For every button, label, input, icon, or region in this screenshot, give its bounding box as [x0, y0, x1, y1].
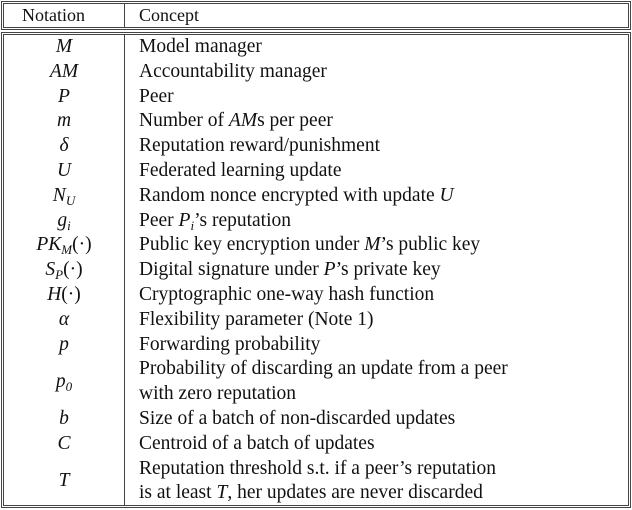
- table-row: [4, 184, 628, 209]
- notation-symbol: p: [59, 333, 69, 355]
- math-symbol: M: [364, 234, 381, 256]
- table-row: [4, 35, 628, 60]
- math-subscript: i: [190, 217, 195, 233]
- concept-line: [139, 283, 624, 308]
- notation-cell: [4, 209, 124, 234]
- concept-line: [139, 60, 624, 85]
- notation-symbol: P: [58, 85, 70, 107]
- concept-cell: [139, 60, 624, 85]
- concept-text: is at least: [139, 482, 217, 504]
- table-row: [4, 357, 628, 407]
- table-row: [4, 457, 628, 507]
- concept-cell: [139, 35, 624, 60]
- notation-symbol: δ: [59, 135, 69, 157]
- header-concept: Concept: [139, 5, 199, 25]
- concept-text: Flexibility parameter (Note 1): [139, 308, 374, 330]
- notation-cell: [4, 432, 124, 457]
- table-body: [1, 32, 631, 508]
- notation-subscript: P: [55, 267, 64, 283]
- notation-symbol: H: [47, 284, 62, 305]
- notation-cell: [4, 407, 124, 432]
- table-row: [4, 432, 628, 457]
- table-row: [4, 60, 628, 85]
- concept-text: Model manager: [139, 36, 262, 57]
- concept-cell: [139, 283, 624, 308]
- table-row: [4, 209, 628, 234]
- notation-symbol: AM: [49, 60, 79, 82]
- concept-line: [139, 109, 624, 134]
- concept-text: Digital signature under: [139, 259, 324, 281]
- concept-text: Public key encryption under: [139, 234, 365, 256]
- concept-line: [139, 481, 624, 506]
- concept-cell: [139, 258, 624, 283]
- notation-suffix: (·): [61, 284, 81, 305]
- notation-cell: [4, 85, 124, 110]
- table-row: [4, 407, 628, 432]
- concept-line: [139, 382, 624, 407]
- notation-cell: [4, 35, 124, 60]
- concept-cell: [139, 109, 624, 134]
- concept-line: [139, 432, 624, 457]
- notation-subscript: 0: [65, 378, 73, 394]
- math-symbol: U: [439, 184, 454, 206]
- concept-cell: [139, 457, 624, 507]
- notation-symbol: PK: [36, 234, 62, 256]
- notation-symbol: T: [58, 469, 70, 491]
- concept-cell: [139, 134, 624, 159]
- concept-line: [139, 308, 624, 333]
- math-symbol: P: [323, 259, 336, 281]
- notation-cell: [4, 159, 124, 184]
- concept-text: s per peer: [257, 110, 333, 132]
- notation-cell: [4, 469, 124, 494]
- table-row: [4, 85, 628, 110]
- concept-line: [139, 209, 624, 234]
- concept-cell: [139, 432, 624, 457]
- notation-subscript: i: [67, 217, 71, 233]
- notation-cell: [4, 184, 124, 209]
- concept-text: , her updates are never discarded: [227, 482, 483, 504]
- header-notation: Notation: [22, 5, 85, 25]
- notation-symbol: b: [59, 408, 69, 429]
- notation-symbol: m: [56, 110, 72, 132]
- notation-symbol: C: [57, 432, 71, 454]
- concept-text: Accountability manager: [139, 60, 327, 82]
- notation-symbol: S: [45, 259, 56, 281]
- table-row: [4, 134, 628, 159]
- notation-symbol: M: [55, 36, 73, 57]
- concept-text: Reputation reward/punishment: [139, 135, 380, 157]
- table-header: [1, 1, 631, 30]
- concept-text: ’s reputation: [194, 209, 292, 231]
- concept-cell: [139, 333, 624, 358]
- notation-symbol: U: [56, 160, 72, 181]
- concept-text: Centroid of a batch of updates: [139, 432, 375, 454]
- notation-symbol: α: [58, 308, 70, 330]
- notation-subscript: U: [65, 192, 76, 208]
- concept-cell: [139, 159, 624, 184]
- notation-cell: [4, 308, 124, 333]
- math-symbol: P: [178, 209, 191, 231]
- table-row: [4, 308, 628, 333]
- concept-line: [139, 184, 624, 209]
- concept-cell: [139, 184, 624, 209]
- notation-cell: [4, 60, 124, 85]
- math-symbol: AM: [228, 110, 258, 132]
- notation-cell: [4, 134, 124, 159]
- notation-cell: [4, 283, 124, 308]
- concept-cell: [139, 407, 624, 432]
- concept-line: [139, 134, 624, 159]
- notation-suffix: (·): [72, 234, 92, 256]
- notation-subscript: M: [61, 242, 73, 258]
- column-divider: [124, 4, 125, 27]
- concept-text: ’s private key: [335, 259, 441, 281]
- notation-symbol: p: [55, 370, 66, 392]
- notation-cell: [4, 109, 124, 134]
- notation-cell: [4, 370, 124, 395]
- table-row: [4, 159, 628, 184]
- concept-cell: [139, 209, 624, 234]
- notation-cell: [4, 258, 124, 283]
- concept-line: [139, 258, 624, 283]
- concept-line: [139, 407, 624, 432]
- concept-text: Number of: [139, 110, 229, 132]
- concept-text: Probability of discarding an update from a peer: [139, 358, 508, 380]
- notation-cell: [4, 233, 124, 258]
- concept-text: Forwarding probability: [139, 333, 321, 355]
- concept-line: [139, 333, 624, 358]
- concept-text: Size of a batch of non-discarded updates: [139, 408, 456, 429]
- concept-text: with zero reputation: [139, 383, 297, 405]
- concept-cell: [139, 85, 624, 110]
- notation-symbol: g: [57, 209, 68, 231]
- notation-cell: [4, 333, 124, 358]
- table-row: [4, 233, 628, 258]
- concept-cell: [139, 233, 624, 258]
- concept-line: [139, 457, 624, 482]
- table-row: [4, 333, 628, 358]
- concept-cell: [139, 308, 624, 333]
- table-row: [4, 109, 628, 134]
- concept-text: Peer: [139, 85, 174, 107]
- math-symbol: T: [216, 482, 228, 504]
- concept-text: Peer: [139, 209, 179, 231]
- notation-symbol: N: [52, 184, 66, 206]
- table-row: [4, 283, 628, 308]
- concept-text: Random nonce encrypted with update: [139, 184, 440, 206]
- concept-cell: [139, 357, 624, 407]
- concept-text: Cryptographic one-way hash function: [139, 284, 435, 305]
- concept-line: [139, 85, 624, 110]
- concept-line: [139, 35, 624, 60]
- notation-suffix: (·): [63, 259, 83, 281]
- table-row: [4, 258, 628, 283]
- concept-text: ’s public key: [380, 234, 481, 256]
- concept-text: Reputation threshold s.t. if a peer’s reputation: [139, 457, 497, 479]
- concept-line: [139, 357, 624, 382]
- concept-line: [139, 159, 624, 184]
- concept-text: Federated learning update: [139, 160, 342, 181]
- concept-line: [139, 233, 624, 258]
